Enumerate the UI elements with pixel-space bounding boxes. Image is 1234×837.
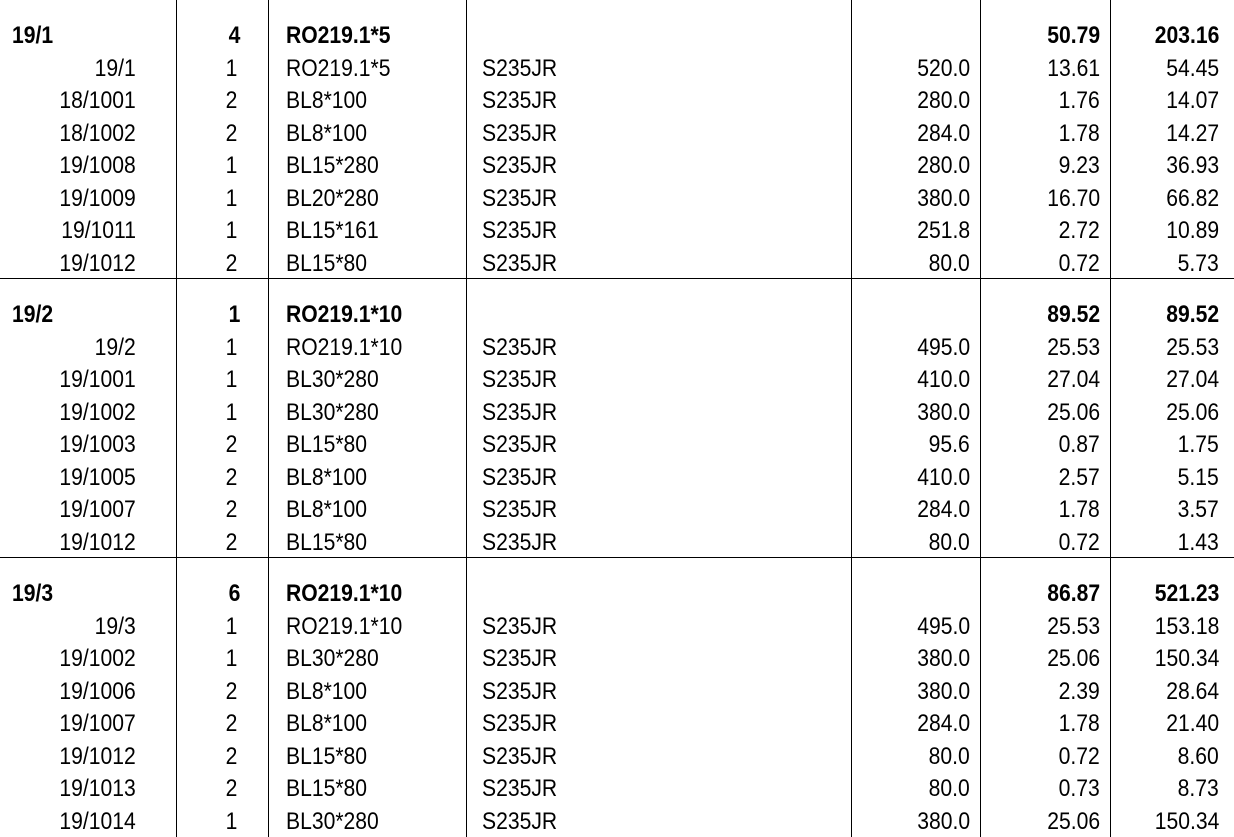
part-profile: RO219.1*10 — [286, 612, 403, 640]
part-quantity: 2 — [225, 496, 237, 523]
part-position: 19/1012 — [59, 742, 136, 770]
part-unit-weight: 2.72 — [1058, 217, 1100, 244]
part-total-weight: 14.07 — [1166, 87, 1219, 114]
part-unit-weight: 25.06 — [1047, 645, 1100, 672]
assembly-position: 19/2 — [12, 301, 54, 328]
part-total-weight: 3.57 — [1177, 496, 1219, 523]
part-material: S235JR — [482, 217, 558, 244]
part-material: S235JR — [482, 710, 558, 737]
part-unit-weight: 16.70 — [1047, 184, 1100, 212]
part-total-weight: 5.73 — [1177, 249, 1219, 277]
part-total-weight: 14.27 — [1166, 119, 1219, 147]
part-profile: BL8*100 — [286, 496, 368, 523]
part-unit-weight: 0.87 — [1058, 431, 1100, 458]
assembly-profile: RO219.1*5 — [286, 22, 391, 49]
column-divider — [980, 0, 981, 837]
part-material: S235JR — [482, 366, 558, 393]
part-material: S235JR — [482, 87, 558, 114]
part-quantity: 1 — [225, 152, 237, 179]
part-length: 410.0 — [917, 463, 970, 491]
part-material: S235JR — [482, 333, 558, 361]
part-length: 284.0 — [917, 710, 970, 737]
part-length: 380.0 — [917, 398, 970, 426]
assembly-total-weight: 203.16 — [1154, 22, 1219, 49]
part-total-weight: 25.53 — [1166, 333, 1219, 361]
part-quantity: 1 — [225, 807, 237, 835]
part-material: S235JR — [482, 807, 558, 835]
part-unit-weight: 25.06 — [1047, 807, 1100, 835]
part-total-weight: 28.64 — [1166, 677, 1219, 705]
part-profile: RO219.1*5 — [286, 54, 391, 82]
part-profile: BL15*80 — [286, 528, 368, 556]
part-length: 284.0 — [917, 119, 970, 147]
part-quantity: 2 — [225, 528, 237, 556]
part-unit-weight: 1.78 — [1058, 119, 1100, 147]
part-quantity: 2 — [225, 431, 237, 458]
assembly-total-weight: 521.23 — [1154, 580, 1219, 607]
part-profile: BL8*100 — [286, 87, 368, 114]
part-length: 380.0 — [917, 677, 970, 705]
part-length: 495.0 — [917, 333, 970, 361]
assembly-unit-weight: 86.87 — [1047, 580, 1100, 607]
part-length: 80.0 — [928, 775, 970, 802]
part-profile: BL15*161 — [286, 217, 379, 244]
part-total-weight: 10.89 — [1166, 217, 1219, 244]
part-length: 95.6 — [928, 431, 970, 458]
part-material: S235JR — [482, 742, 558, 770]
part-quantity: 1 — [225, 398, 237, 426]
part-unit-weight: 0.72 — [1058, 249, 1100, 277]
part-material: S235JR — [482, 431, 558, 458]
part-material: S235JR — [482, 775, 558, 802]
part-material: S235JR — [482, 152, 558, 179]
part-material: S235JR — [482, 398, 558, 426]
part-total-weight: 153.18 — [1154, 612, 1219, 640]
part-length: 380.0 — [917, 184, 970, 212]
part-material: S235JR — [482, 463, 558, 491]
part-profile: BL8*100 — [286, 463, 368, 491]
part-total-weight: 36.93 — [1166, 152, 1219, 179]
assembly-total-weight: 89.52 — [1166, 301, 1219, 328]
part-position: 18/1002 — [59, 119, 136, 147]
part-profile: BL15*80 — [286, 249, 368, 277]
column-divider — [1110, 0, 1111, 837]
part-unit-weight: 25.06 — [1047, 398, 1100, 426]
part-length: 251.8 — [917, 217, 970, 244]
part-quantity: 2 — [225, 463, 237, 491]
column-divider — [268, 0, 269, 837]
part-unit-weight: 1.78 — [1058, 710, 1100, 737]
part-position: 19/1009 — [59, 184, 136, 212]
assembly-quantity: 4 — [228, 22, 240, 49]
part-unit-weight: 0.72 — [1058, 742, 1100, 770]
part-unit-weight: 25.53 — [1047, 333, 1100, 361]
part-length: 520.0 — [917, 54, 970, 82]
part-position: 19/1014 — [59, 807, 136, 835]
part-quantity: 2 — [225, 742, 237, 770]
part-total-weight: 150.34 — [1154, 807, 1219, 835]
part-quantity: 1 — [225, 366, 237, 393]
part-quantity: 2 — [225, 710, 237, 737]
part-material: S235JR — [482, 677, 558, 705]
part-profile: BL8*100 — [286, 677, 368, 705]
part-position: 19/1002 — [59, 398, 136, 426]
assembly-quantity: 1 — [228, 301, 240, 328]
part-position: 19/1013 — [59, 775, 136, 802]
part-unit-weight: 1.76 — [1058, 87, 1100, 114]
part-unit-weight: 9.23 — [1058, 152, 1100, 179]
column-divider — [851, 0, 852, 837]
part-quantity: 1 — [225, 645, 237, 672]
part-total-weight: 8.73 — [1177, 775, 1219, 802]
part-quantity: 2 — [225, 775, 237, 802]
part-unit-weight: 0.73 — [1058, 775, 1100, 802]
part-position: 19/1012 — [59, 528, 136, 556]
part-profile: BL15*80 — [286, 775, 368, 802]
part-length: 280.0 — [917, 152, 970, 179]
part-material: S235JR — [482, 184, 558, 212]
part-unit-weight: 2.57 — [1058, 463, 1100, 491]
part-position: 19/1007 — [59, 496, 136, 523]
part-unit-weight: 13.61 — [1047, 54, 1100, 82]
part-quantity: 1 — [225, 612, 237, 640]
part-total-weight: 21.40 — [1166, 710, 1219, 737]
part-material: S235JR — [482, 249, 558, 277]
part-length: 80.0 — [928, 249, 970, 277]
assembly-position: 19/1 — [12, 22, 54, 49]
part-quantity: 2 — [225, 87, 237, 114]
part-total-weight: 1.43 — [1177, 528, 1219, 556]
part-profile: BL15*280 — [286, 152, 379, 179]
part-length: 380.0 — [917, 807, 970, 835]
part-total-weight: 150.34 — [1154, 645, 1219, 672]
part-total-weight: 25.06 — [1166, 398, 1219, 426]
part-quantity: 2 — [225, 119, 237, 147]
part-quantity: 1 — [225, 54, 237, 82]
part-position: 19/1012 — [59, 249, 136, 277]
part-material: S235JR — [482, 119, 558, 147]
part-material: S235JR — [482, 645, 558, 672]
part-unit-weight: 1.78 — [1058, 496, 1100, 523]
part-position: 19/1003 — [59, 431, 136, 458]
assembly-unit-weight: 50.79 — [1047, 22, 1100, 49]
part-total-weight: 8.60 — [1177, 742, 1219, 770]
part-profile: BL8*100 — [286, 710, 368, 737]
part-profile: BL15*80 — [286, 431, 368, 458]
part-profile: BL30*280 — [286, 645, 379, 672]
assembly-position: 19/3 — [12, 580, 54, 607]
part-position: 19/1002 — [59, 645, 136, 672]
part-length: 280.0 — [917, 87, 970, 114]
part-position: 19/1005 — [59, 463, 136, 491]
assembly-profile: RO219.1*10 — [286, 580, 403, 607]
part-unit-weight: 25.53 — [1047, 612, 1100, 640]
part-profile: BL20*280 — [286, 184, 379, 212]
part-total-weight: 27.04 — [1166, 366, 1219, 393]
part-quantity: 1 — [225, 184, 237, 212]
part-position: 19/1 — [94, 54, 136, 82]
part-quantity: 2 — [225, 249, 237, 277]
part-position: 18/1001 — [59, 87, 136, 114]
column-divider — [466, 0, 467, 837]
part-quantity: 1 — [225, 217, 237, 244]
assembly-profile: RO219.1*10 — [286, 301, 403, 328]
group-divider — [0, 278, 1234, 279]
part-profile: BL30*280 — [286, 398, 379, 426]
part-material: S235JR — [482, 54, 558, 82]
part-length: 495.0 — [917, 612, 970, 640]
part-material: S235JR — [482, 528, 558, 556]
part-position: 19/1001 — [59, 366, 136, 393]
part-position: 19/2 — [94, 333, 136, 361]
part-quantity: 1 — [225, 333, 237, 361]
part-quantity: 2 — [225, 677, 237, 705]
part-position: 19/1011 — [61, 217, 136, 244]
part-position: 19/1006 — [59, 677, 136, 705]
part-total-weight: 54.45 — [1166, 54, 1219, 82]
part-unit-weight: 0.72 — [1058, 528, 1100, 556]
part-position: 19/3 — [94, 612, 136, 640]
part-profile: BL30*280 — [286, 366, 379, 393]
part-length: 410.0 — [917, 366, 970, 393]
part-material: S235JR — [482, 612, 558, 640]
part-profile: RO219.1*10 — [286, 333, 403, 361]
part-length: 80.0 — [928, 528, 970, 556]
part-total-weight: 1.75 — [1177, 431, 1219, 458]
part-position: 19/1007 — [59, 710, 136, 737]
part-position: 19/1008 — [59, 152, 136, 179]
part-profile: BL30*280 — [286, 807, 379, 835]
part-unit-weight: 2.39 — [1058, 677, 1100, 705]
part-total-weight: 5.15 — [1177, 463, 1219, 491]
group-divider — [0, 557, 1234, 558]
assembly-quantity: 6 — [228, 580, 240, 607]
part-profile: BL15*80 — [286, 742, 368, 770]
part-length: 80.0 — [928, 742, 970, 770]
part-total-weight: 66.82 — [1166, 184, 1219, 212]
assembly-unit-weight: 89.52 — [1047, 301, 1100, 328]
part-length: 380.0 — [917, 645, 970, 672]
part-length: 284.0 — [917, 496, 970, 523]
part-profile: BL8*100 — [286, 119, 368, 147]
part-material: S235JR — [482, 496, 558, 523]
column-divider — [176, 0, 177, 837]
part-unit-weight: 27.04 — [1047, 366, 1100, 393]
